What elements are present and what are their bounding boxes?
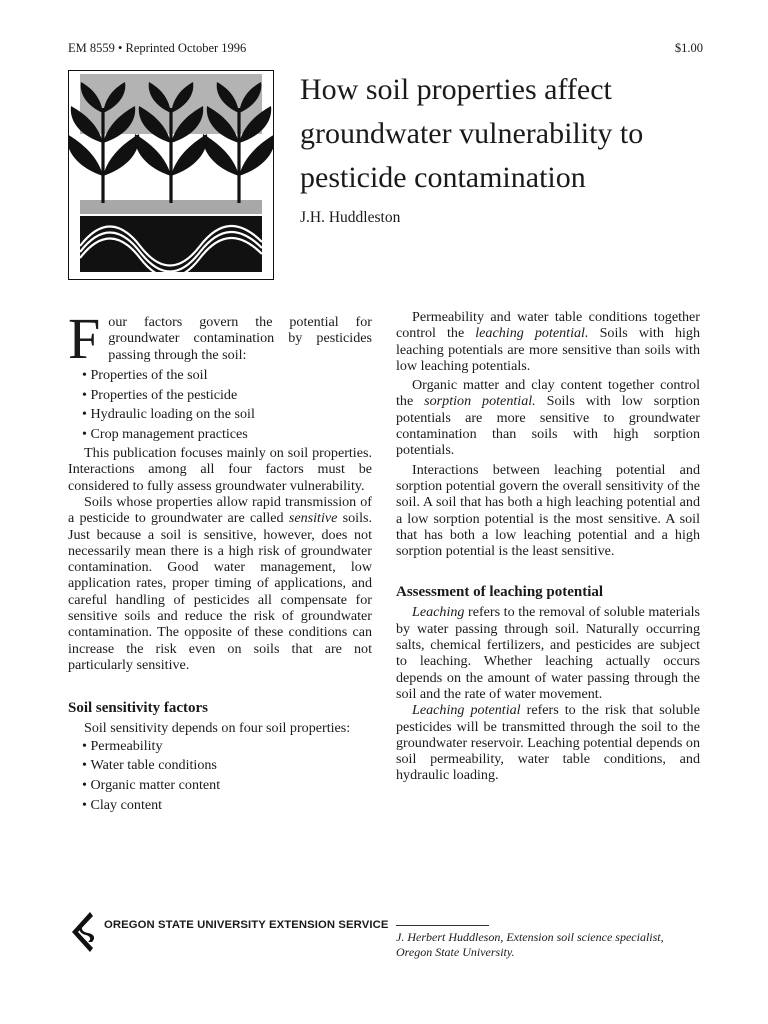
- paragraph: Organic matter and clay content together control the sorption potential. Soils with low sorption potentials are more sensitive to groundwater contamination than soils with high sorption potentials.: [396, 377, 700, 459]
- paragraph: Soils whose properties allow rapid transmission of a pesticide to groundwater are called sensitive soils. Just because a soil is sensitive, however, does not necessarily mean there is a high risk of groundwater contamination. Good water management, low application rates, proper timing of applications, and careful handling of pesticides all compensate for sensitive soils and reduce the risk of groundwater contamination. The opposite of these conditions can increase the risk even on soils that are not particularly sensitive.: [68, 493, 372, 673]
- intro-paragraph: [68, 306, 372, 371]
- paragraph: Leaching refers to the removal of soluble materials by water passing through soil. Naturally occurring salts, chemical fertilizers, and pesticides are subject to leaching. Whether leaching actually occurs depends on the amount of water passing through the soil and the rate of water movement.: [396, 604, 700, 702]
- list-item: • Crop management practices: [82, 425, 372, 445]
- price: $1.00: [674, 41, 703, 55]
- drop-cap: F: [68, 306, 101, 371]
- section-heading: Soil sensitivity factors: [68, 700, 208, 717]
- list-item: • Clay content: [82, 796, 372, 816]
- author-footnote: J. Herbert Huddleson, Extension soil science specialist, Oregon State University.: [396, 930, 664, 959]
- list-item: • Permeability: [82, 737, 372, 757]
- paragraph: Leaching potential refers to the risk that soluble pesticides will be transmitted through the soil to the groundwater reservoir. Leaching potential depends on soil permeability, water table conditions, and hydraulic loading.: [396, 702, 700, 784]
- list-item: • Properties of the soil: [82, 366, 372, 386]
- list-item: • Hydraulic loading on the soil: [82, 405, 372, 425]
- title-block: [300, 68, 720, 227]
- property-list: [68, 737, 372, 816]
- left-column: [68, 306, 372, 816]
- plants-soil-illustration: [68, 70, 274, 280]
- groundwater-band: [80, 216, 262, 272]
- author: J.H. Huddleston: [300, 209, 401, 226]
- list-item: • Water table conditions: [82, 756, 372, 776]
- osu-extension-logo-icon: [66, 910, 116, 956]
- intro-text: our factors govern the potential for groundwater contamination by pesticides passing through the soil:: [108, 314, 372, 363]
- paragraph: Interactions between leaching potential and sorption potential govern the overall sensitivity of the soil. A soil that has both a high leaching potential and a low sorption potential is the most sensitive. A soil that has both a low leaching potential and a high sorption potential is the least sensitive.: [396, 461, 700, 560]
- factor-list: [68, 366, 372, 445]
- right-column: [396, 309, 700, 784]
- list-item: • Properties of the pesticide: [82, 386, 372, 406]
- list-item: • Organic matter content: [82, 776, 372, 796]
- footnote-rule: [396, 925, 489, 926]
- osu-extension-wordmark: OREGON STATE UNIVERSITY EXTENSION SERVICE: [104, 919, 389, 931]
- paragraph: Soil sensitivity depends on four soil properties:: [84, 720, 351, 737]
- publication-number: EM 8559 • Reprinted October 1996: [68, 41, 247, 55]
- page-title: How soil properties affect groundwater vulnerability to pesticide contamination: [300, 73, 644, 194]
- paragraph: Permeability and water table conditions together control the leaching potential. Soils with high leaching potentials are more sensitive than soils with low leaching potentials.: [396, 309, 701, 374]
- section-heading: Assessment of leaching potential: [396, 584, 604, 601]
- paragraph: This publication focuses mainly on soil properties. Interactions among all four factors must be considered to fully assess groundwater vulnerability.: [68, 445, 372, 494]
